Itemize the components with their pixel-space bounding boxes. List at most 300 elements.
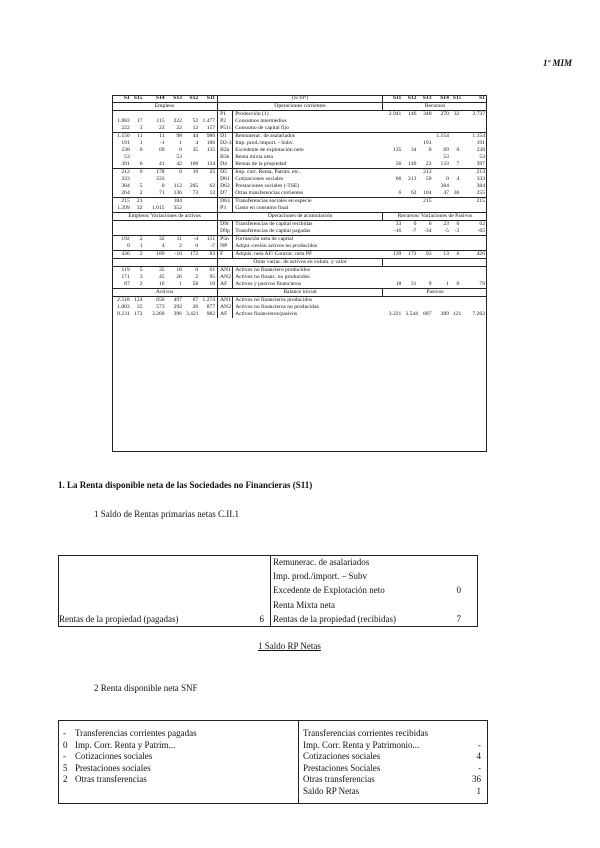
table-cell: 5 xyxy=(132,267,145,275)
table-cell: 1 xyxy=(179,281,182,287)
table-cell xyxy=(403,125,418,133)
table-cell xyxy=(418,243,433,251)
table-cell xyxy=(418,133,433,141)
table-cell: 2 xyxy=(139,190,143,196)
table-cell: 95 xyxy=(209,274,216,280)
table-row xyxy=(112,236,487,244)
right-entry-label: Transferencias corrientes recibidas xyxy=(303,728,429,738)
table-cell: 31 xyxy=(410,281,417,287)
table-cell xyxy=(132,221,145,229)
table-cell xyxy=(382,133,403,141)
table-cell xyxy=(145,111,167,119)
row-label: Imp. prod./import. - Subv. xyxy=(235,140,294,146)
left-entry xyxy=(63,762,293,774)
table-cell: 426 xyxy=(461,251,487,259)
right-entry-label: Cotizaciones sociales xyxy=(303,751,381,761)
right-entry xyxy=(303,750,481,762)
table-cell xyxy=(112,221,132,229)
table-cell: -65 xyxy=(477,228,485,234)
row-label: Cotizaciones sociales xyxy=(235,176,284,182)
table-cell xyxy=(461,125,487,133)
section-label: Recursos xyxy=(382,103,487,111)
table-cell: 32 xyxy=(453,111,460,117)
table-cell: -1 xyxy=(159,140,165,146)
table-cell: 215 xyxy=(418,198,433,206)
right-entry-value: - xyxy=(478,762,481,773)
table-cell xyxy=(184,111,200,119)
table-cell: 1.015 xyxy=(151,205,165,211)
table-cell: 3.221 xyxy=(388,311,402,317)
table-cell: 23 xyxy=(158,125,165,131)
left-entry-label: Imp. Corr. Renta y Patrim... xyxy=(75,739,176,750)
table-cell: 573 xyxy=(156,304,165,310)
table-cell: 255 xyxy=(476,190,485,196)
table-cell: 6 xyxy=(398,190,402,196)
table-cell xyxy=(382,297,403,305)
row-label: Imp. corr. Renta, Patrim. etc. xyxy=(233,169,383,177)
table-cell xyxy=(382,140,403,147)
table-cell: 264 xyxy=(121,190,130,196)
row-code: F xyxy=(218,251,233,259)
table-row xyxy=(112,274,487,281)
table-cell: 1 xyxy=(139,243,143,249)
table-cell: 157 xyxy=(206,125,216,131)
table-cell: 124 xyxy=(134,297,143,303)
table-cell xyxy=(112,228,132,236)
table-cell: 4 xyxy=(195,140,199,146)
table-row xyxy=(112,176,487,183)
table-cell: 22 xyxy=(425,161,432,167)
table-cell xyxy=(403,198,418,206)
column-header: S15 xyxy=(452,95,462,101)
table-cell xyxy=(461,236,487,244)
table-cell xyxy=(403,297,418,305)
table-cell: 11 xyxy=(167,236,184,244)
table-cell xyxy=(132,176,145,183)
table-cell: 2 xyxy=(132,236,145,244)
row-label: Transferencias sociales en especie xyxy=(233,198,383,206)
header-row xyxy=(112,95,487,103)
column-header: S14 xyxy=(440,95,449,101)
table-cell: 0 xyxy=(428,147,432,153)
table-cell: 67 xyxy=(192,297,199,303)
table-cell: 104 xyxy=(423,190,432,196)
table-cell: 62 xyxy=(479,221,485,227)
table-cell: 36 xyxy=(453,190,460,196)
table-row xyxy=(112,111,487,119)
section-label xyxy=(382,259,487,267)
table-cell: 26 xyxy=(176,274,182,280)
section-label: Empleos/ Variaciones de activos xyxy=(112,213,218,221)
right-entry-label: Excedente de Explotación neto xyxy=(273,585,385,596)
table-cell: 172 xyxy=(184,251,200,259)
table-cell: 35 xyxy=(192,147,199,153)
table-cell: 333 xyxy=(156,176,165,182)
table-cell xyxy=(184,198,200,206)
table-cell: 26 xyxy=(192,304,199,310)
table-row xyxy=(112,133,487,141)
table-cell xyxy=(451,304,461,311)
left-entry-label: Cotizaciones sociales xyxy=(75,751,153,761)
section-label: Otras variac. de activos en volum. y valor xyxy=(218,259,383,267)
left-entry-label: Transferencias corrientes pagadas xyxy=(75,728,197,738)
table-cell xyxy=(145,198,167,206)
table-cell xyxy=(461,274,487,281)
table-cell: 213 xyxy=(418,169,433,177)
right-entry xyxy=(303,773,481,785)
right-entry xyxy=(303,727,481,739)
table-cell xyxy=(184,228,200,236)
table-cell: 1.274 xyxy=(202,297,216,303)
table-cell: 121 xyxy=(452,311,462,317)
table-cell: 292 xyxy=(173,304,182,310)
table-cell: -7 xyxy=(210,243,216,249)
left-entry-value: 6 xyxy=(259,614,264,624)
table-cell xyxy=(434,169,451,177)
table-cell: 35 xyxy=(145,267,167,275)
table-cell: 115 xyxy=(156,118,165,124)
column-header: S14 xyxy=(155,95,165,101)
right-entry xyxy=(303,785,481,797)
table-cell: 168 xyxy=(189,161,199,167)
table-cell xyxy=(418,236,433,244)
table-cell: 83 xyxy=(200,251,217,259)
table-row xyxy=(112,161,487,169)
table-cell xyxy=(200,205,217,213)
table-cell: 9 xyxy=(428,281,432,287)
table-cell xyxy=(461,205,487,213)
row-label: Renta mixta neta xyxy=(235,154,274,160)
table-cell: 33 xyxy=(395,221,402,227)
table-cell: 35 xyxy=(136,304,143,310)
right-entry xyxy=(303,762,481,774)
left-entry xyxy=(63,739,293,751)
table-cell xyxy=(451,183,461,190)
row-label: Adquis. neta AF/ Contrac. neta PF xyxy=(233,251,383,259)
table-cell: 3.544 xyxy=(405,311,418,317)
table-cell: -16 xyxy=(393,228,402,234)
table-cell xyxy=(418,205,433,213)
table-cell: 687 xyxy=(423,311,432,317)
left-entry-value: - xyxy=(63,728,66,738)
row-label: Adqui.-cesión activos no producidos xyxy=(235,243,318,249)
table-cell xyxy=(461,267,487,275)
table-cell xyxy=(434,243,451,251)
section-title: 1. La Renta disponible neta de las Sociedades no Financieras (S11) xyxy=(58,480,313,490)
table-cell: 0 xyxy=(456,281,460,287)
row-label: Activos financieros/pasivos xyxy=(235,311,298,317)
table-cell: 0 xyxy=(139,147,143,153)
right-entry-value: - xyxy=(478,739,481,750)
table-cell: 384 xyxy=(440,183,449,189)
table-cell: 0 xyxy=(456,147,460,153)
table-cell: 25 xyxy=(200,169,217,177)
table-cell: 6 xyxy=(428,221,432,227)
table-cell: 0 xyxy=(161,183,165,189)
table-row xyxy=(112,281,487,289)
table-cell: 149 xyxy=(408,161,417,167)
table-row xyxy=(112,267,487,275)
table-cell xyxy=(382,243,403,251)
table-cell xyxy=(382,236,403,244)
table-cell: 0 xyxy=(456,221,460,227)
row-code: AN1 xyxy=(218,267,233,275)
table-cell: 213 xyxy=(461,169,487,177)
table-cell: 3 xyxy=(139,274,143,280)
table-cell xyxy=(434,274,451,281)
table-cell: -4 xyxy=(184,236,200,244)
table-cell: 1.154 xyxy=(434,133,451,141)
section-label: Operaciones de acumulación xyxy=(218,213,383,221)
table-cell: 3.421 xyxy=(185,311,199,317)
table-cell: 173 xyxy=(403,251,418,259)
national-accounts-table xyxy=(112,95,487,318)
row-code: D4 xyxy=(218,161,233,169)
table-cell: 69 xyxy=(443,147,449,153)
table-cell xyxy=(112,111,132,119)
table-cell xyxy=(403,267,418,275)
row-label: Activos no financieros producidos xyxy=(235,297,313,303)
table-cell: 205 xyxy=(189,183,199,189)
section-label: Activos xyxy=(112,289,218,297)
row-label: Excedente de explotación neto xyxy=(235,147,304,153)
table-cell: 22 xyxy=(176,125,182,131)
right-entry-value: 36 xyxy=(472,774,481,784)
table-cell: 0 xyxy=(184,267,200,275)
table-row xyxy=(112,243,487,251)
table-cell: 192 xyxy=(112,236,132,244)
left-entry-label: Rentas de la propiedad (pagadas) xyxy=(59,614,179,624)
table-cell xyxy=(382,198,403,206)
table-cell: 856 xyxy=(156,297,165,303)
table-cell: 6 xyxy=(451,251,461,259)
section-header-row xyxy=(112,289,487,297)
right-entry xyxy=(273,584,473,596)
row-code: AF xyxy=(218,281,233,289)
table-cell: 93 xyxy=(418,251,433,259)
table-cell xyxy=(145,154,167,161)
table-cell: 389 xyxy=(440,311,449,317)
table-cell: 139 xyxy=(382,251,403,259)
table-cell: 191 xyxy=(476,140,485,146)
table-cell xyxy=(382,205,403,213)
table-row xyxy=(112,125,487,133)
table-row xyxy=(112,251,487,259)
table-cell: 12 xyxy=(209,190,216,196)
table-cell: 2 xyxy=(132,251,145,259)
table-cell: 1.803 xyxy=(117,304,130,310)
row-label: Gasto en consumo final xyxy=(235,205,289,211)
table-cell: 213 xyxy=(408,176,417,182)
table-cell: 348 xyxy=(423,111,432,117)
table-cell: 21 xyxy=(132,198,145,206)
section-label: Pasivos xyxy=(382,289,487,297)
table-cell: 238 xyxy=(121,147,130,153)
table-row xyxy=(112,228,487,236)
table-row xyxy=(112,198,487,206)
table-cell: 32 xyxy=(136,205,143,211)
table-cell: 191 xyxy=(423,140,432,146)
table-cell xyxy=(434,140,451,147)
row-label: Formación neta de capital xyxy=(233,236,383,244)
units-header: (S/10⁹) xyxy=(218,95,383,103)
table-cell xyxy=(403,236,418,244)
table-cell: 13 xyxy=(434,251,451,259)
left-entry xyxy=(63,773,293,785)
table-cell: 384 xyxy=(121,183,130,189)
table-cell xyxy=(451,243,461,251)
table-cell: 87 xyxy=(124,281,130,287)
table-cell: 2.941 xyxy=(388,111,402,117)
table-cell: 11 xyxy=(145,133,167,141)
table-cell: 0 xyxy=(167,169,184,177)
row-code: P2 xyxy=(218,118,233,125)
table-cell xyxy=(451,274,461,281)
table-cell xyxy=(461,243,487,251)
table-cell: 5 xyxy=(139,183,143,189)
row-label: Activos y pasivos financieros xyxy=(235,281,302,287)
table-cell: 52 xyxy=(192,118,199,124)
table-cell: 4 xyxy=(456,176,460,182)
table-cell xyxy=(451,198,461,206)
row-code: AF xyxy=(218,311,233,318)
table-cell xyxy=(382,125,403,133)
table-cell: 1 xyxy=(139,140,143,146)
table-cell: 42 xyxy=(176,161,182,167)
row-code: AN1 xyxy=(218,297,233,305)
left-entry xyxy=(59,613,264,625)
table-cell xyxy=(461,304,487,311)
table-cell xyxy=(382,267,403,275)
table-cell xyxy=(451,267,461,275)
section-header-row xyxy=(112,259,487,267)
table-cell: 184 xyxy=(167,198,184,206)
row-label: Prestaciones sociales (-TSE) xyxy=(235,183,300,189)
table-cell: -34 xyxy=(424,228,432,234)
table-cell: 16 xyxy=(158,281,165,287)
table-cell: 215 xyxy=(112,198,132,206)
table-cell: 18 xyxy=(395,281,402,287)
table-cell: 47 xyxy=(443,190,449,196)
table-cell: 2 xyxy=(139,281,143,287)
table-cell: 189 xyxy=(145,251,167,259)
table-cell: 1.883 xyxy=(117,118,130,124)
table-cell: 7 xyxy=(456,161,460,167)
table-cell: 11 xyxy=(132,133,145,141)
table-cell: 2 xyxy=(179,243,182,249)
row-label: Consumo de capital fijo xyxy=(235,125,289,131)
table-cell: -5 xyxy=(444,228,449,234)
table-cell: 0 xyxy=(126,243,130,249)
table-cell xyxy=(403,133,418,141)
table-row xyxy=(112,205,487,213)
table-cell: 61 xyxy=(200,267,217,275)
table-cell xyxy=(200,111,217,119)
table-cell xyxy=(200,154,217,161)
row-code: AN2 xyxy=(218,304,233,311)
table-cell xyxy=(451,205,461,213)
left-entry-value: 0 xyxy=(63,739,68,750)
table-cell xyxy=(132,154,145,161)
right-entry-label: Otras transferencias xyxy=(303,774,375,784)
table-cell: 2 xyxy=(195,274,199,280)
table-row xyxy=(112,154,487,161)
table-cell: 191 xyxy=(121,140,130,146)
row-label: Otras transferencias corrientes xyxy=(235,190,304,196)
table-cell xyxy=(403,183,418,190)
table-cell xyxy=(184,176,200,183)
table-cell: 1.477 xyxy=(202,118,216,124)
table-cell: 1 xyxy=(446,281,449,287)
table-cell: 71 xyxy=(158,190,165,196)
table-cell xyxy=(451,140,461,147)
table-cell: 3 xyxy=(139,125,143,131)
right-entry-value: 1 xyxy=(476,785,481,796)
box-divider xyxy=(298,721,299,803)
table-cell: 44 xyxy=(184,133,200,141)
table-cell: 0 xyxy=(179,147,182,153)
table-cell: 333 xyxy=(476,176,485,182)
table-cell xyxy=(434,198,451,206)
table-cell: 333 xyxy=(121,176,130,182)
table-row xyxy=(112,311,487,318)
left-entry xyxy=(63,727,293,739)
row-label: Activos no financieros no producidas xyxy=(235,304,319,310)
table-cell: 497 xyxy=(173,297,182,303)
table-cell xyxy=(184,205,200,213)
table-cell xyxy=(382,118,403,125)
table-cell xyxy=(418,297,433,305)
row-label: Producción (1) xyxy=(235,111,269,117)
table-cell: 133 xyxy=(440,161,449,167)
table-cell: 151 xyxy=(200,236,217,244)
table-cell xyxy=(434,267,451,275)
table-cell: 982 xyxy=(206,311,216,317)
table-cell xyxy=(403,243,418,251)
table-cell: 171 xyxy=(121,274,130,280)
table-cell xyxy=(382,304,403,311)
table-cell xyxy=(451,236,461,244)
table-cell: 270 xyxy=(440,111,449,117)
table-cell: 146 xyxy=(408,111,417,117)
table-cell xyxy=(434,125,451,133)
row-code: P51c xyxy=(218,125,233,133)
section-header-row xyxy=(112,103,487,111)
table-cell: 3.260 xyxy=(151,311,165,317)
table-cell: 0 xyxy=(446,176,449,182)
row-code: D62 xyxy=(218,183,233,190)
right-entry xyxy=(303,739,481,751)
column-header: S15 xyxy=(133,95,143,101)
table-cell xyxy=(403,118,418,125)
table-cell: 1.154 xyxy=(461,133,487,141)
table-cell: 384 xyxy=(476,183,485,189)
table-cell: 18 xyxy=(167,267,184,275)
row-code: D7 xyxy=(218,190,233,198)
right-entry xyxy=(273,570,473,582)
table-cell: 0 xyxy=(132,169,145,177)
row-code: AN2 xyxy=(218,274,233,281)
row-code: B2n xyxy=(218,147,233,154)
table-cell xyxy=(145,228,167,236)
table-cell: 62 xyxy=(209,183,216,189)
table-cell xyxy=(184,221,200,229)
right-entry-value: 7 xyxy=(456,613,461,624)
table-cell: 172 xyxy=(134,311,143,317)
row-code: NP xyxy=(218,243,233,251)
section-header-row xyxy=(112,213,487,221)
row-label: Activos no financ. no producidos xyxy=(235,274,310,280)
